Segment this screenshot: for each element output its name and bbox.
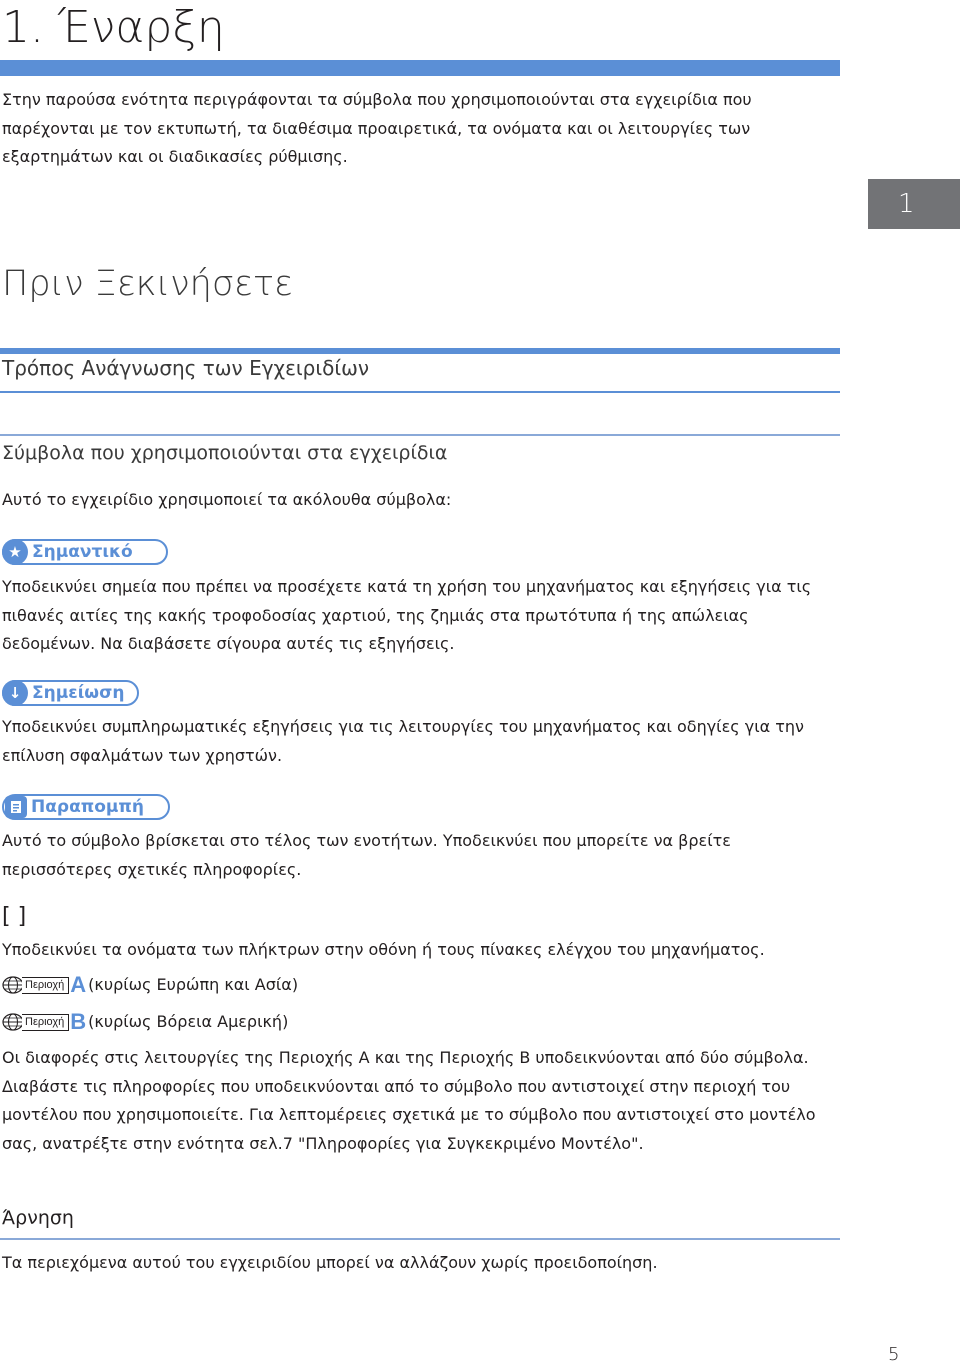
region-a-letter: A bbox=[70, 972, 87, 997]
region-b-symbol bbox=[2, 1009, 289, 1034]
important-badge bbox=[2, 539, 168, 565]
region-b-text: (κυρίως Βόρεια Αμερική) bbox=[88, 1012, 289, 1031]
reference-text: Αυτό το σύμβολο βρίσκεται στο τέλος των ενοτήτων. Υποδεικνύει που μπορείτε να βρείτε περισσότερες σχετικές πληροφορίες. bbox=[2, 831, 731, 879]
star-icon: ★ bbox=[2, 539, 28, 565]
sub2-title: Σύμβολα που χρησιμοποιούνται στα εγχειρίδια bbox=[2, 442, 448, 464]
region-b-tag: Περιοχή bbox=[22, 1014, 69, 1031]
brackets-symbol: [ ] bbox=[2, 904, 27, 929]
note-badge bbox=[2, 680, 139, 706]
region-a-symbol bbox=[2, 972, 299, 997]
arrow-down-icon: ↓ bbox=[2, 680, 28, 706]
note-label: Σημείωση bbox=[32, 683, 125, 703]
sub2-rule bbox=[0, 434, 840, 436]
document-icon bbox=[5, 796, 27, 818]
chapter-intro: Στην παρούσα ενότητα περιγράφονται τα σύμβολα που χρησιμοποιούνται στα εγχειρίδια που παρέχονται με τον εκτυπωτή, τα διαθέσιμα προαιρετικά, τα ονόματα και οι λειτουργίες των εξαρτημάτων και οι διαδικασίες ρύθμισης. bbox=[2, 90, 752, 166]
globe-icon bbox=[2, 1013, 24, 1031]
page-number: 5 bbox=[888, 1344, 900, 1365]
chapter-title: 1. Έναρξη bbox=[2, 2, 225, 53]
important-label: Σημαντικό bbox=[32, 542, 133, 562]
region-a-text: (κυρίως Ευρώπη και Ασία) bbox=[88, 975, 299, 994]
chapter-tab: 1 bbox=[868, 179, 960, 229]
reference-badge bbox=[2, 794, 170, 820]
disclaimer-text: Τα περιεχόμενα αυτού του εγχειριδίου μπορεί να αλλάζουν χωρίς προειδοποίηση. bbox=[2, 1253, 658, 1272]
region-explanation: Οι διαφορές στις λειτουργίες της Περιοχής A και της Περιοχής B υποδεικνύονται από δύο σύμβολα. Διαβάστε τις πληροφορίες που υποδεικνύονται από το σύμβολο που αντιστοιχεί στην περιοχή του μοντέλου που χρησιμοποιείτε. Για λεπτομέρειες σχετικά με το σύμβολο που αντιστοιχεί στο μοντέλο σας, ανατρέξτε στην ενότητα σελ.7 "Πληροφορίες για Συγκεκριμένο Μοντέλο". bbox=[2, 1048, 816, 1153]
subsection-rule-top bbox=[0, 391, 840, 393]
important-text: Υποδεικνύει σημεία που πρέπει να προσέχετε κατά τη χρήση του μηχανήματος και εξηγήσεις για τις πιθανές αιτίες της κακής τροφοδοσίας χαρτιού, της ζημιάς στα πρωτότυπα ή της απώλειας δεδομένων. Να διαβάσετε σίγουρα αυτές τις εξηγήσεις. bbox=[2, 577, 812, 653]
disclaimer-rule bbox=[0, 1238, 840, 1240]
chapter-title-rule bbox=[0, 60, 840, 76]
globe-icon bbox=[2, 976, 24, 994]
brackets-text: Υποδεικνύει τα ονόματα των πλήκτρων στην οθόνη ή τους πίνακες ελέγχου του μηχανήματος. bbox=[2, 940, 765, 959]
reference-label: Παραπομπή bbox=[31, 797, 144, 817]
note-text: Υποδεικνύει συμπληρωματικές εξηγήσεις για τις λειτουργίες του μηχανήματος και οδηγίες για την επίλυση σφαλμάτων των χρηστών. bbox=[2, 717, 804, 765]
region-a-tag: Περιοχή bbox=[22, 977, 69, 994]
region-b-letter: B bbox=[70, 1009, 87, 1034]
section-title: Πριν Ξεκινήσετε bbox=[2, 264, 293, 304]
symbols-lead: Αυτό το εγχειρίδιο χρησιμοποιεί τα ακόλουθα σύμβολα: bbox=[2, 490, 452, 509]
disclaimer-title: Άρνηση bbox=[2, 1207, 74, 1229]
subsection-title: Τρόπος Ανάγνωσης των Εγχειριδίων bbox=[2, 356, 370, 380]
